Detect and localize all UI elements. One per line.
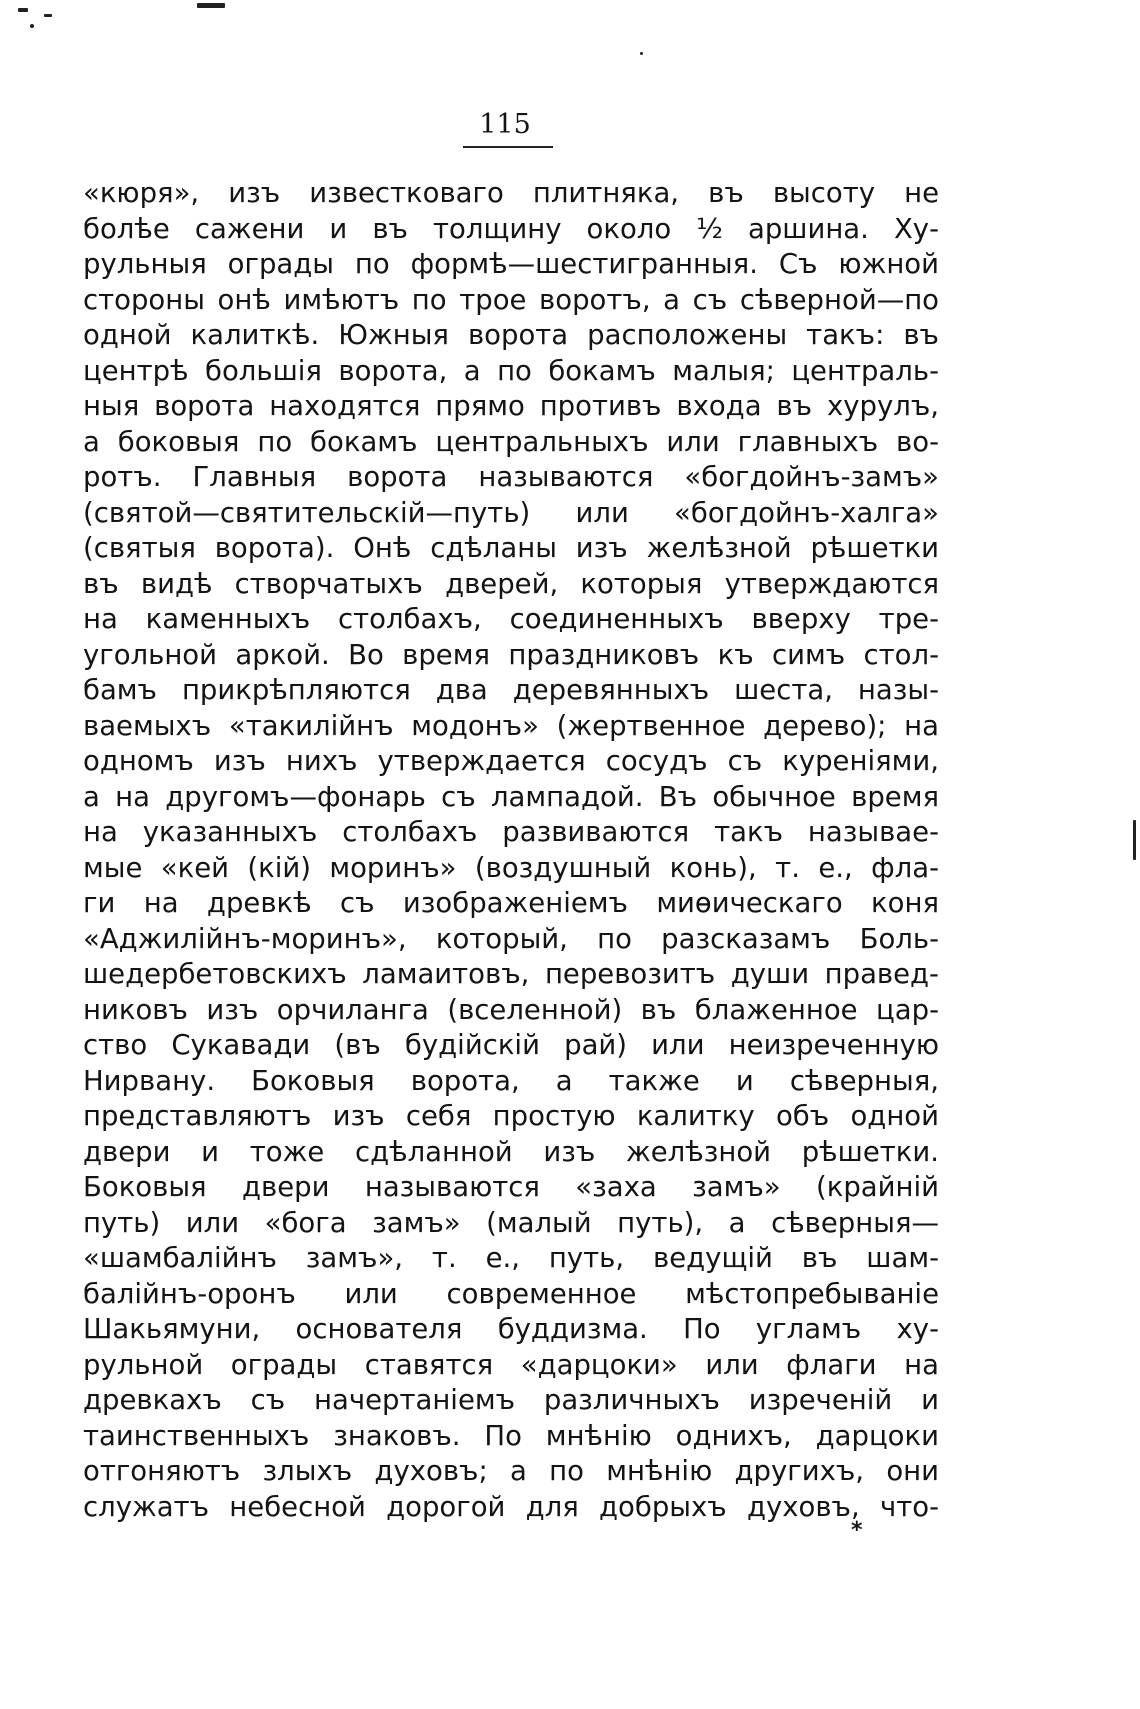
text-line: Нирвану. Боковыя ворота, а также и сѣверныя, bbox=[83, 1064, 939, 1097]
text-line: «кюря», изъ известковаго плитняка, въ высоту не bbox=[83, 177, 939, 209]
scan-speck bbox=[197, 3, 225, 8]
footer-mark: * bbox=[851, 1518, 863, 1543]
text-line: «шамбалійнъ замъ», т. е., путь, ведущій въ шам- bbox=[83, 1242, 939, 1274]
body-text bbox=[83, 176, 939, 1525]
text-line: болѣе сажени и въ толщину около ½ аршина. Ху- bbox=[83, 212, 939, 245]
text-line: на каменныхъ столбахъ, соединенныхъ вверху тре- bbox=[83, 603, 939, 635]
text-line: на указанныхъ столбахъ развиваются такъ называе- bbox=[83, 816, 939, 848]
text-line: въ видѣ створчатыхъ дверей, которыя утверждаются bbox=[83, 567, 939, 600]
text-line: ги на древкѣ съ изображеніемъ миѳическаго коня bbox=[83, 887, 939, 919]
page-number-rule bbox=[463, 146, 553, 148]
text-line: а на другомъ—фонарь съ лампадой. Въ обычное время bbox=[83, 780, 939, 813]
text-line: отгоняютъ злыхъ духовъ; а по мнѣнію другихъ, они bbox=[83, 1455, 939, 1487]
text-line: одной калиткѣ. Южныя ворота расположены такъ: въ bbox=[83, 319, 939, 351]
text-line: центрѣ большія ворота, а по бокамъ малыя; централь- bbox=[83, 354, 939, 387]
text-line: мые «кей (кій) моринъ» (воздушный конь), т. е., фла- bbox=[83, 851, 939, 884]
page-number: 115 bbox=[479, 109, 531, 140]
scan-speck bbox=[44, 14, 52, 17]
scan-speck bbox=[18, 8, 28, 12]
text-line: рульныя ограды по формѣ—шестигранныя. Съ южной bbox=[83, 248, 939, 280]
text-line: ротъ. Главныя ворота называются «богдойнъ-замъ» bbox=[83, 461, 939, 493]
text-line: двери и тоже сдѣланной изъ желѣзной рѣшетки. bbox=[83, 1135, 939, 1168]
text-line: ныя ворота находятся прямо противъ входа въ хурулъ, bbox=[83, 390, 939, 422]
text-line: (святой—святительскій—путь) или «богдойнъ-халга» bbox=[83, 496, 939, 529]
text-line: стороны онѣ имѣютъ по трое воротъ, а съ сѣверной—по bbox=[83, 283, 939, 316]
text-line: рульной ограды ставятся «дарцоки» или флаги на bbox=[83, 1348, 939, 1381]
text-line: шедербетовскихъ ламаитовъ, перевозитъ души правед- bbox=[83, 958, 939, 990]
text-line: Шакьямуни, основателя буддизма. По угламъ ху- bbox=[83, 1313, 939, 1345]
text-line: служатъ небесной дорогой для добрыхъ духовъ, что- bbox=[83, 1490, 939, 1523]
text-line: путь) или «бога замъ» (малый путь), а сѣверныя— bbox=[83, 1206, 939, 1239]
text-line: таинственныхъ знаковъ. По мнѣнію однихъ, дарцоки bbox=[83, 1419, 939, 1452]
text-line: а боковыя по бокамъ центральныхъ или главныхъ во- bbox=[83, 425, 939, 458]
scan-speck bbox=[1133, 820, 1136, 860]
scan-speck bbox=[640, 52, 643, 55]
text-line: одномъ изъ нихъ утверждается сосудъ съ куреніями, bbox=[83, 745, 939, 777]
text-line: никовъ изъ орчиланга (вселенной) въ блаженное цар- bbox=[83, 993, 939, 1026]
text-line: ваемыхъ «такилійнъ модонъ» (жертвенное дерево); на bbox=[83, 709, 939, 742]
text-line: угольной аркой. Во время праздниковъ къ симъ стол- bbox=[83, 638, 939, 671]
text-line: (святыя ворота). Онѣ сдѣланы изъ желѣзной рѣшетки bbox=[83, 532, 939, 564]
text-line: Боковыя двери называются «заха замъ» (крайній bbox=[83, 1171, 939, 1203]
scan-speck bbox=[30, 24, 34, 28]
text-line: балійнъ-оронъ или современное мѣстопребываніе bbox=[83, 1277, 939, 1310]
text-line: ство Сукавади (въ будійскій рай) или неизреченную bbox=[83, 1029, 939, 1061]
text-line: древкахъ съ начертаніемъ различныхъ изреченій и bbox=[83, 1384, 939, 1416]
text-line: представляютъ изъ себя простую калитку объ одной bbox=[83, 1100, 939, 1132]
text-line: «Аджилійнъ-моринъ», который, по разсказамъ Боль- bbox=[83, 922, 939, 955]
text-line: бамъ прикрѣпляются два деревянныхъ шеста, назы- bbox=[83, 674, 939, 706]
